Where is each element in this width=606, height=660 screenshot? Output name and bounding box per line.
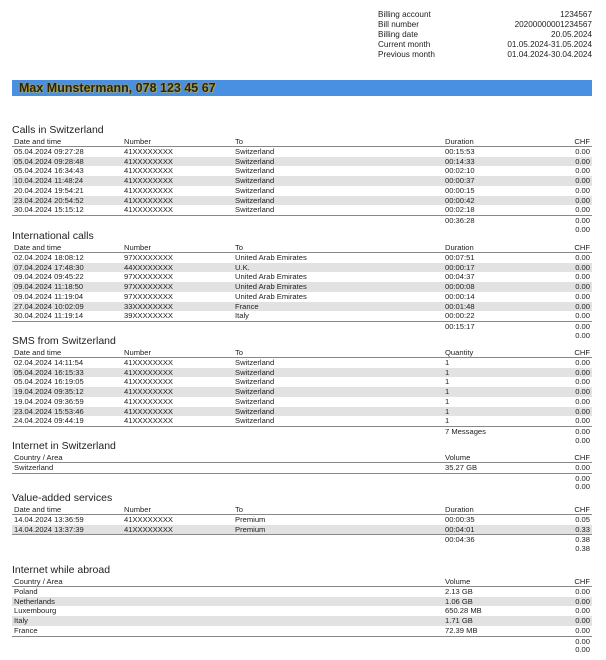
cell: 00:02:18 [445, 205, 475, 215]
cell: 0.00 [575, 224, 590, 234]
cell: 1 [445, 387, 450, 396]
cell: Switzerland [235, 396, 275, 406]
cell: France [14, 625, 38, 635]
cell: 00:00:35 [445, 514, 475, 524]
cell: 41XXXXXXXX [124, 156, 173, 166]
cell: 97XXXXXXXX [124, 282, 173, 291]
table-header [12, 137, 592, 147]
cell: 41XXXXXXXX [124, 176, 173, 185]
cell: 41XXXXXXXX [124, 146, 173, 156]
cell: 00:00:08 [445, 282, 475, 291]
cell: 0.00 [575, 435, 590, 445]
cell: Country / Area [14, 577, 63, 586]
cell: 0.00 [575, 156, 590, 166]
cell: 0.00 [575, 272, 590, 282]
cell: CHF [574, 137, 590, 146]
table-row [12, 292, 592, 302]
cell: 0.00 [575, 596, 590, 606]
cell: 00:04:01 [445, 524, 475, 534]
cell: 2.13 GB [445, 586, 473, 596]
cell: 0.00 [575, 311, 590, 321]
cell: To [235, 505, 244, 514]
cell: United Arab Emirates [235, 272, 307, 282]
cell: Date and time [14, 348, 62, 357]
cell: Luxembourg [14, 606, 57, 616]
cell: 41XXXXXXXX [124, 377, 173, 387]
cell: 19.04.2024 09:35:12 [14, 387, 84, 396]
cell: Quantity [445, 348, 474, 357]
billing-info-row [378, 10, 592, 20]
cell: 7 Messages [445, 427, 486, 436]
cell: 97XXXXXXXX [124, 252, 173, 262]
cell: CHF [574, 348, 590, 357]
cell: 41XXXXXXXX [124, 195, 173, 205]
cell: Switzerland [235, 146, 275, 156]
cell: 0.00 [575, 416, 590, 426]
table-row [12, 606, 592, 616]
cell: 09.04.2024 11:19:04 [14, 291, 84, 301]
billing-info-value: 20200000001234567 [514, 20, 592, 29]
cell: 0.00 [575, 396, 590, 406]
table-subtotal-row [12, 645, 592, 655]
billing-info-label: Billing date [378, 30, 419, 39]
cell: Number [124, 137, 152, 146]
billing-info-row [378, 40, 592, 50]
cell: 0.00 [575, 195, 590, 205]
cell: 00:14:33 [445, 156, 475, 166]
cell: Number [124, 505, 152, 514]
cell: 27.04.2024 10:02:09 [14, 301, 84, 311]
cell: 0.00 [575, 636, 590, 646]
billing-info-label: Billing account [378, 10, 431, 19]
table-total-row [12, 473, 592, 483]
cell: 0.00 [575, 357, 590, 367]
cell: 1.71 GB [445, 616, 473, 625]
cell: Switzerland [14, 462, 54, 472]
cell: 09.04.2024 09:45:22 [14, 272, 84, 282]
cell: Switzerland [235, 176, 275, 185]
cell: United Arab Emirates [235, 291, 307, 301]
table-row [12, 597, 592, 607]
billing-info-row [378, 30, 592, 40]
cell: 650.28 MB [445, 606, 482, 616]
cell: 0.00 [575, 427, 590, 436]
table-row [12, 377, 592, 387]
cell: 97XXXXXXXX [124, 272, 173, 282]
cell: Switzerland [235, 156, 275, 166]
table-row [12, 205, 592, 215]
table-total-row [12, 636, 592, 646]
cell: 41XXXXXXXX [124, 396, 173, 406]
cell: 00:04:36 [445, 535, 475, 545]
table-row [12, 186, 592, 196]
cell: Switzerland [235, 166, 275, 176]
cell: Switzerland [235, 205, 275, 215]
cell: Number [124, 243, 152, 252]
cell: Number [124, 348, 152, 357]
cell: CHF [574, 453, 590, 462]
cell: 00:36:28 [445, 216, 475, 225]
table-total-row [12, 426, 592, 436]
cell: CHF [574, 505, 590, 514]
table-total-row [12, 321, 592, 331]
table-row [12, 302, 592, 312]
cell: To [235, 348, 244, 357]
cell: 00:00:42 [445, 195, 475, 205]
cell: 0.00 [575, 462, 590, 472]
cell: 1 [445, 377, 450, 387]
customer-bar [12, 80, 592, 96]
cell: CHF [574, 577, 590, 586]
cell: 41XXXXXXXX [124, 416, 173, 426]
cell: 0.00 [575, 262, 590, 272]
cell: To [235, 243, 244, 252]
cell: 0.00 [575, 252, 590, 262]
cell: 00:00:37 [445, 176, 475, 185]
table-row [12, 311, 592, 321]
table-row [12, 157, 592, 167]
table-header [12, 577, 592, 587]
section-title: Value-added services [12, 492, 113, 504]
section-title: International calls [12, 230, 94, 242]
cell: 41XXXXXXXX [124, 205, 173, 215]
cell: 00:00:14 [445, 291, 475, 301]
billing-info-label: Bill number [378, 20, 419, 29]
cell: Duration [445, 243, 474, 252]
cell: 0.00 [575, 216, 590, 225]
cell: Italy [14, 616, 28, 625]
section-sms-ch [12, 335, 592, 446]
cell: 0.00 [575, 645, 590, 655]
cell: 07.04.2024 17:48:30 [14, 262, 84, 272]
table-row [12, 253, 592, 263]
cell: United Arab Emirates [235, 252, 307, 262]
cell: 14.04.2024 13:37:39 [14, 524, 84, 534]
cell: 1.06 GB [445, 596, 473, 606]
cell: 97XXXXXXXX [124, 291, 173, 301]
cell: 00:15:53 [445, 146, 475, 156]
cell: 41XXXXXXXX [124, 166, 173, 176]
cell: 0.00 [575, 205, 590, 215]
billing-info-label: Previous month [378, 50, 435, 59]
table-row [12, 166, 592, 176]
cell: 00:00:22 [445, 311, 475, 321]
cell: 41XXXXXXXX [124, 185, 173, 195]
table-row [12, 147, 592, 157]
cell: 0.05 [575, 514, 590, 524]
cell: 0.00 [575, 606, 590, 616]
cell: 00:00:17 [445, 262, 475, 272]
cell: 00:15:17 [445, 322, 475, 331]
cell: 05.04.2024 09:28:48 [14, 156, 84, 166]
cell: 0.00 [575, 185, 590, 195]
table-total-row [12, 534, 592, 544]
cell: Switzerland [235, 357, 275, 367]
cell: 35.27 GB [445, 462, 478, 472]
table-header [12, 243, 592, 253]
cell: Country / Area [14, 453, 63, 462]
cell: 72.39 MB [445, 625, 478, 635]
billing-info-row [378, 50, 592, 60]
cell: 41XXXXXXXX [124, 524, 173, 534]
cell: 39XXXXXXXX [124, 311, 173, 321]
cell: Switzerland [235, 387, 275, 396]
cell: 0.00 [575, 176, 590, 185]
cell: Italy [235, 311, 249, 321]
cell: 0.00 [575, 377, 590, 387]
table-row [12, 358, 592, 368]
table-row [12, 176, 592, 186]
cell: 0.00 [575, 322, 590, 331]
cell: 05.04.2024 16:15:33 [14, 367, 84, 377]
table-row [12, 368, 592, 378]
cell: 00:01:48 [445, 301, 475, 311]
cell: 0.00 [575, 367, 590, 377]
cell: 41XXXXXXXX [124, 406, 173, 416]
cell: 05.04.2024 16:34:43 [14, 166, 84, 176]
table-row [12, 525, 592, 535]
cell: Duration [445, 137, 474, 146]
cell: 41XXXXXXXX [124, 357, 173, 367]
cell: 0.00 [575, 282, 590, 291]
table-row [12, 463, 592, 473]
cell: U.K. [235, 262, 250, 272]
table-row [12, 272, 592, 282]
table-header [12, 453, 592, 463]
cell: 00:00:15 [445, 185, 475, 195]
table-header [12, 505, 592, 515]
cell: 00:02:10 [445, 166, 475, 176]
cell: Date and time [14, 243, 62, 252]
cell: 23.04.2024 15:53:46 [14, 406, 84, 416]
section-title: SMS from Switzerland [12, 335, 116, 347]
cell: 20.04.2024 19:54:21 [14, 185, 84, 195]
billing-info [378, 10, 592, 60]
table-subtotal-row [12, 544, 592, 554]
cell: 0.00 [575, 330, 590, 340]
cell: Premium [235, 524, 266, 534]
cell: 0.38 [575, 544, 590, 553]
section-calls-ch [12, 124, 592, 235]
cell: 1 [445, 416, 450, 426]
cell: 1 [445, 367, 450, 377]
cell: 0.38 [575, 535, 590, 545]
cell: 0.00 [575, 301, 590, 311]
cell: 19.04.2024 09:36:59 [14, 396, 84, 406]
cell: 1 [445, 357, 450, 367]
cell: Date and time [14, 137, 62, 146]
section-vas [12, 492, 592, 554]
cell: 41XXXXXXXX [124, 514, 173, 524]
cell: 0.00 [575, 586, 590, 596]
table-total-row [12, 215, 592, 225]
cell: Switzerland [235, 416, 275, 426]
billing-info-value: 20.05.2024 [551, 30, 592, 39]
table-row [12, 416, 592, 426]
section-title: Calls in Switzerland [12, 124, 104, 136]
section-title: Internet in Switzerland [12, 440, 116, 452]
cell: 23.04.2024 20:54:52 [14, 195, 84, 205]
cell: France [235, 301, 259, 311]
table-row [12, 407, 592, 417]
section-title: Internet while abroad [12, 564, 111, 576]
cell: 30.04.2024 11:19:14 [14, 311, 84, 321]
billing-info-label: Current month [378, 40, 431, 49]
customer-name: Max Munstermann, 078 123 45 67 [19, 81, 216, 95]
cell: 09.04.2024 11:18:50 [14, 282, 84, 291]
cell: Switzerland [235, 195, 275, 205]
table-row [12, 282, 592, 292]
cell: 02.04.2024 18:08:12 [14, 252, 84, 262]
billing-info-value: 01.05.2024-31.05.2024 [507, 40, 592, 49]
table-row [12, 397, 592, 407]
cell: Netherlands [14, 596, 55, 606]
cell: 0.33 [575, 524, 590, 534]
cell: United Arab Emirates [235, 282, 307, 291]
table-row [12, 263, 592, 273]
cell: 0.00 [575, 482, 590, 492]
cell: 0.00 [575, 406, 590, 416]
cell: Date and time [14, 505, 62, 514]
billing-info-value: 1234567 [560, 10, 592, 19]
cell: 24.04.2024 09:44:19 [14, 416, 84, 426]
cell: 05.04.2024 09:27:28 [14, 146, 84, 156]
cell: Duration [445, 505, 474, 514]
table-subtotal-row [12, 482, 592, 492]
cell: 0.00 [575, 473, 590, 483]
cell: 1 [445, 406, 450, 416]
cell: 0.00 [575, 616, 590, 625]
table-header [12, 348, 592, 358]
cell: 14.04.2024 13:36:59 [14, 514, 84, 524]
cell: Switzerland [235, 185, 275, 195]
table-row [12, 515, 592, 525]
cell: 05.04.2024 16:19:05 [14, 377, 84, 387]
cell: 02.04.2024 14:11:54 [14, 357, 84, 367]
table-row [12, 196, 592, 206]
section-inet-ch [12, 440, 592, 492]
table-row [12, 626, 592, 636]
cell: 41XXXXXXXX [124, 387, 173, 396]
cell: To [235, 137, 244, 146]
cell: 33XXXXXXXX [124, 301, 173, 311]
cell: 00:04:37 [445, 272, 475, 282]
table-row [12, 387, 592, 397]
cell: Volume [445, 453, 471, 462]
cell: 0.00 [575, 166, 590, 176]
billing-info-row [378, 20, 592, 30]
cell: 44XXXXXXXX [124, 262, 173, 272]
table-row [12, 587, 592, 597]
cell: Poland [14, 586, 38, 596]
cell: 10.04.2024 11:48:24 [14, 176, 84, 185]
cell: 0.00 [575, 146, 590, 156]
cell: Volume [445, 577, 471, 586]
cell: Switzerland [235, 406, 275, 416]
cell: 1 [445, 396, 450, 406]
cell: 0.00 [575, 625, 590, 635]
cell: 30.04.2024 15:15:12 [14, 205, 84, 215]
cell: 41XXXXXXXX [124, 367, 173, 377]
section-inet-abroad [12, 564, 592, 655]
cell: 00:07:51 [445, 252, 475, 262]
table-row [12, 616, 592, 626]
cell: CHF [574, 243, 590, 252]
cell: Switzerland [235, 367, 275, 377]
section-calls-intl [12, 230, 592, 341]
cell: Switzerland [235, 377, 275, 387]
cell: Premium [235, 514, 266, 524]
cell: 0.00 [575, 387, 590, 396]
billing-info-value: 01.04.2024-30.04.2024 [507, 50, 592, 59]
cell: 0.00 [575, 291, 590, 301]
